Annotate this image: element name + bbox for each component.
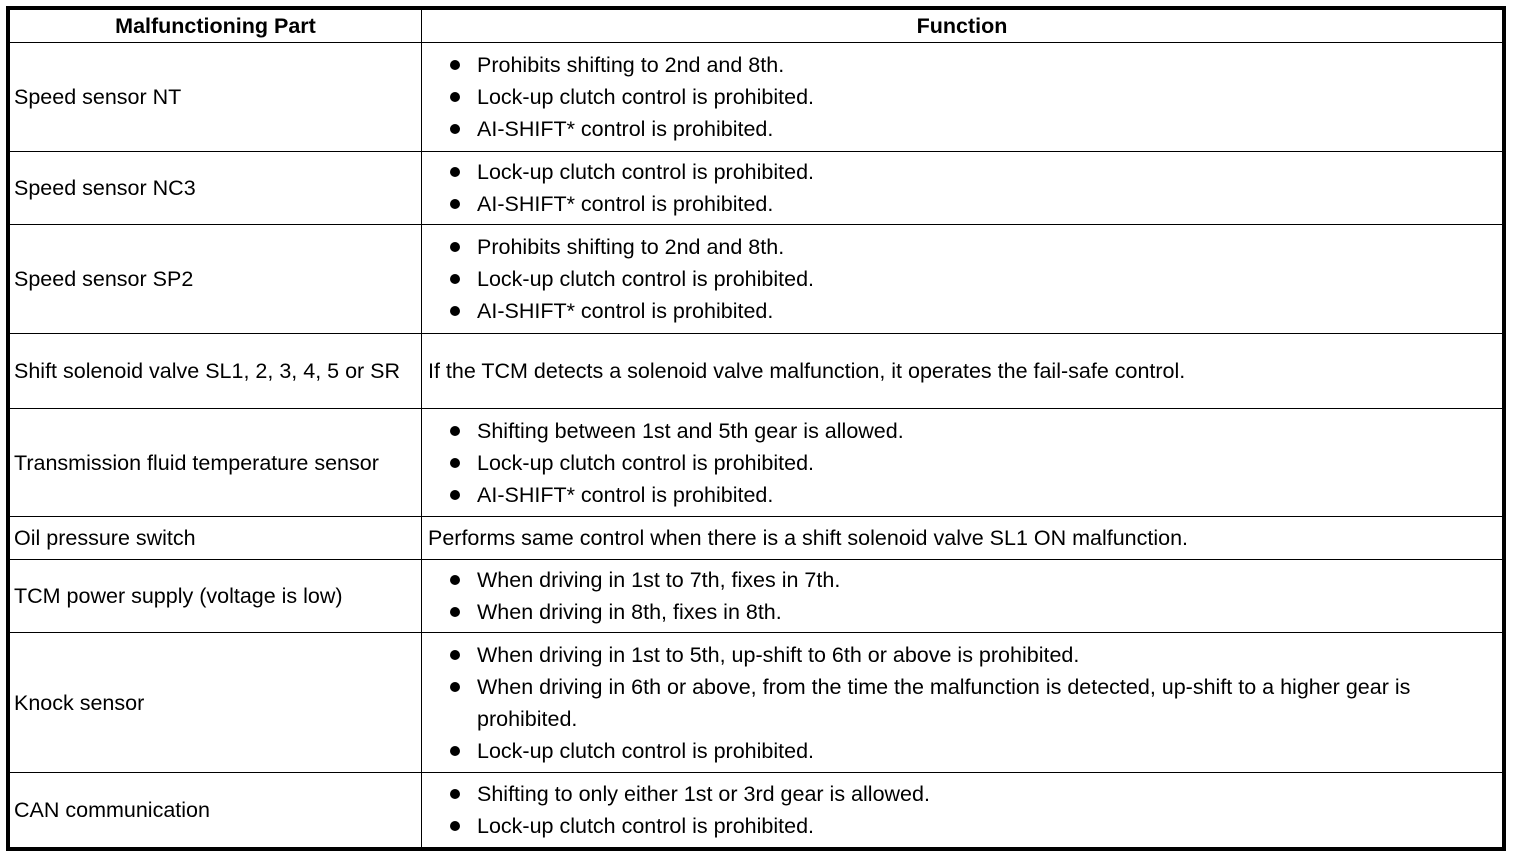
malfunctioning-part-cell: Transmission fluid temperature sensor	[10, 408, 422, 517]
function-cell	[422, 559, 1503, 633]
table-row	[10, 559, 1503, 633]
function-cell	[422, 225, 1503, 334]
function-text: Performs same control when there is a shift solenoid valve SL1 ON malfunction.	[428, 526, 1189, 551]
header-row	[10, 10, 1503, 43]
function-bullet-list	[428, 49, 1498, 145]
malfunctioning-part-cell: Knock sensor	[10, 633, 422, 773]
table-body	[10, 43, 1503, 848]
function-bullet-item: When driving in 1st to 7th, fixes in 7th.	[447, 564, 1498, 596]
function-bullet-list	[428, 415, 1498, 511]
column-header-function: Function	[422, 10, 1503, 43]
function-bullet-item: When driving in 1st to 5th, up-shift to 6th or above is prohibited.	[447, 639, 1498, 671]
function-bullet-list	[428, 231, 1498, 327]
table-row	[10, 773, 1503, 848]
malfunctioning-part-cell: Speed sensor SP2	[10, 225, 422, 334]
function-bullet-list	[428, 564, 1498, 628]
malfunctioning-part-cell: TCM power supply (voltage is low)	[10, 559, 422, 633]
function-bullet-list	[428, 639, 1498, 767]
function-bullet-item: Lock-up clutch control is prohibited.	[447, 447, 1498, 479]
column-header-part: Malfunctioning Part	[10, 10, 422, 43]
function-bullet-item: AI-SHIFT* control is prohibited.	[447, 113, 1498, 145]
function-bullet-item: Lock-up clutch control is prohibited.	[447, 263, 1498, 295]
function-cell	[422, 773, 1503, 848]
function-bullet-item: Lock-up clutch control is prohibited.	[447, 81, 1498, 113]
function-bullet-item: When driving in 6th or above, from the time the malfunction is detected, up-shift to a higher gear is prohibited.	[447, 671, 1498, 735]
function-bullet-item: Prohibits shifting to 2nd and 8th.	[447, 49, 1498, 81]
function-bullet-item: Lock-up clutch control is prohibited.	[447, 810, 1498, 842]
table-row	[10, 633, 1503, 773]
function-bullet-list	[428, 778, 1498, 842]
malfunctioning-part-cell: Speed sensor NT	[10, 43, 422, 152]
function-bullet-item: Shifting between 1st and 5th gear is allowed.	[447, 415, 1498, 447]
fail-safe-table	[9, 9, 1503, 848]
malfunctioning-part-cell: Shift solenoid valve SL1, 2, 3, 4, 5 or SR	[10, 334, 422, 409]
function-bullet-item: Shifting to only either 1st or 3rd gear is allowed.	[447, 778, 1498, 810]
function-bullet-item: Prohibits shifting to 2nd and 8th.	[447, 231, 1498, 263]
function-bullet-item: Lock-up clutch control is prohibited.	[447, 735, 1498, 767]
function-text: If the TCM detects a solenoid valve malfunction, it operates the fail-safe control.	[428, 358, 1186, 383]
function-bullet-item: AI-SHIFT* control is prohibited.	[447, 295, 1498, 327]
function-bullet-item: Lock-up clutch control is prohibited.	[447, 156, 1498, 188]
table-row	[10, 517, 1503, 559]
function-bullet-list	[428, 156, 1498, 220]
function-bullet-item: AI-SHIFT* control is prohibited.	[447, 479, 1498, 511]
function-cell	[422, 517, 1503, 559]
malfunctioning-part-cell: Speed sensor NC3	[10, 151, 422, 225]
function-cell	[422, 334, 1503, 409]
function-cell	[422, 151, 1503, 225]
function-cell	[422, 633, 1503, 773]
malfunctioning-part-cell: CAN communication	[10, 773, 422, 848]
table-row	[10, 334, 1503, 409]
function-cell	[422, 408, 1503, 517]
table-row	[10, 151, 1503, 225]
table-row	[10, 43, 1503, 152]
function-bullet-item: When driving in 8th, fixes in 8th.	[447, 596, 1498, 628]
function-bullet-item: AI-SHIFT* control is prohibited.	[447, 188, 1498, 220]
fail-safe-table-frame	[6, 6, 1506, 851]
table-row	[10, 225, 1503, 334]
function-cell	[422, 43, 1503, 152]
table-row	[10, 408, 1503, 517]
malfunctioning-part-cell: Oil pressure switch	[10, 517, 422, 559]
